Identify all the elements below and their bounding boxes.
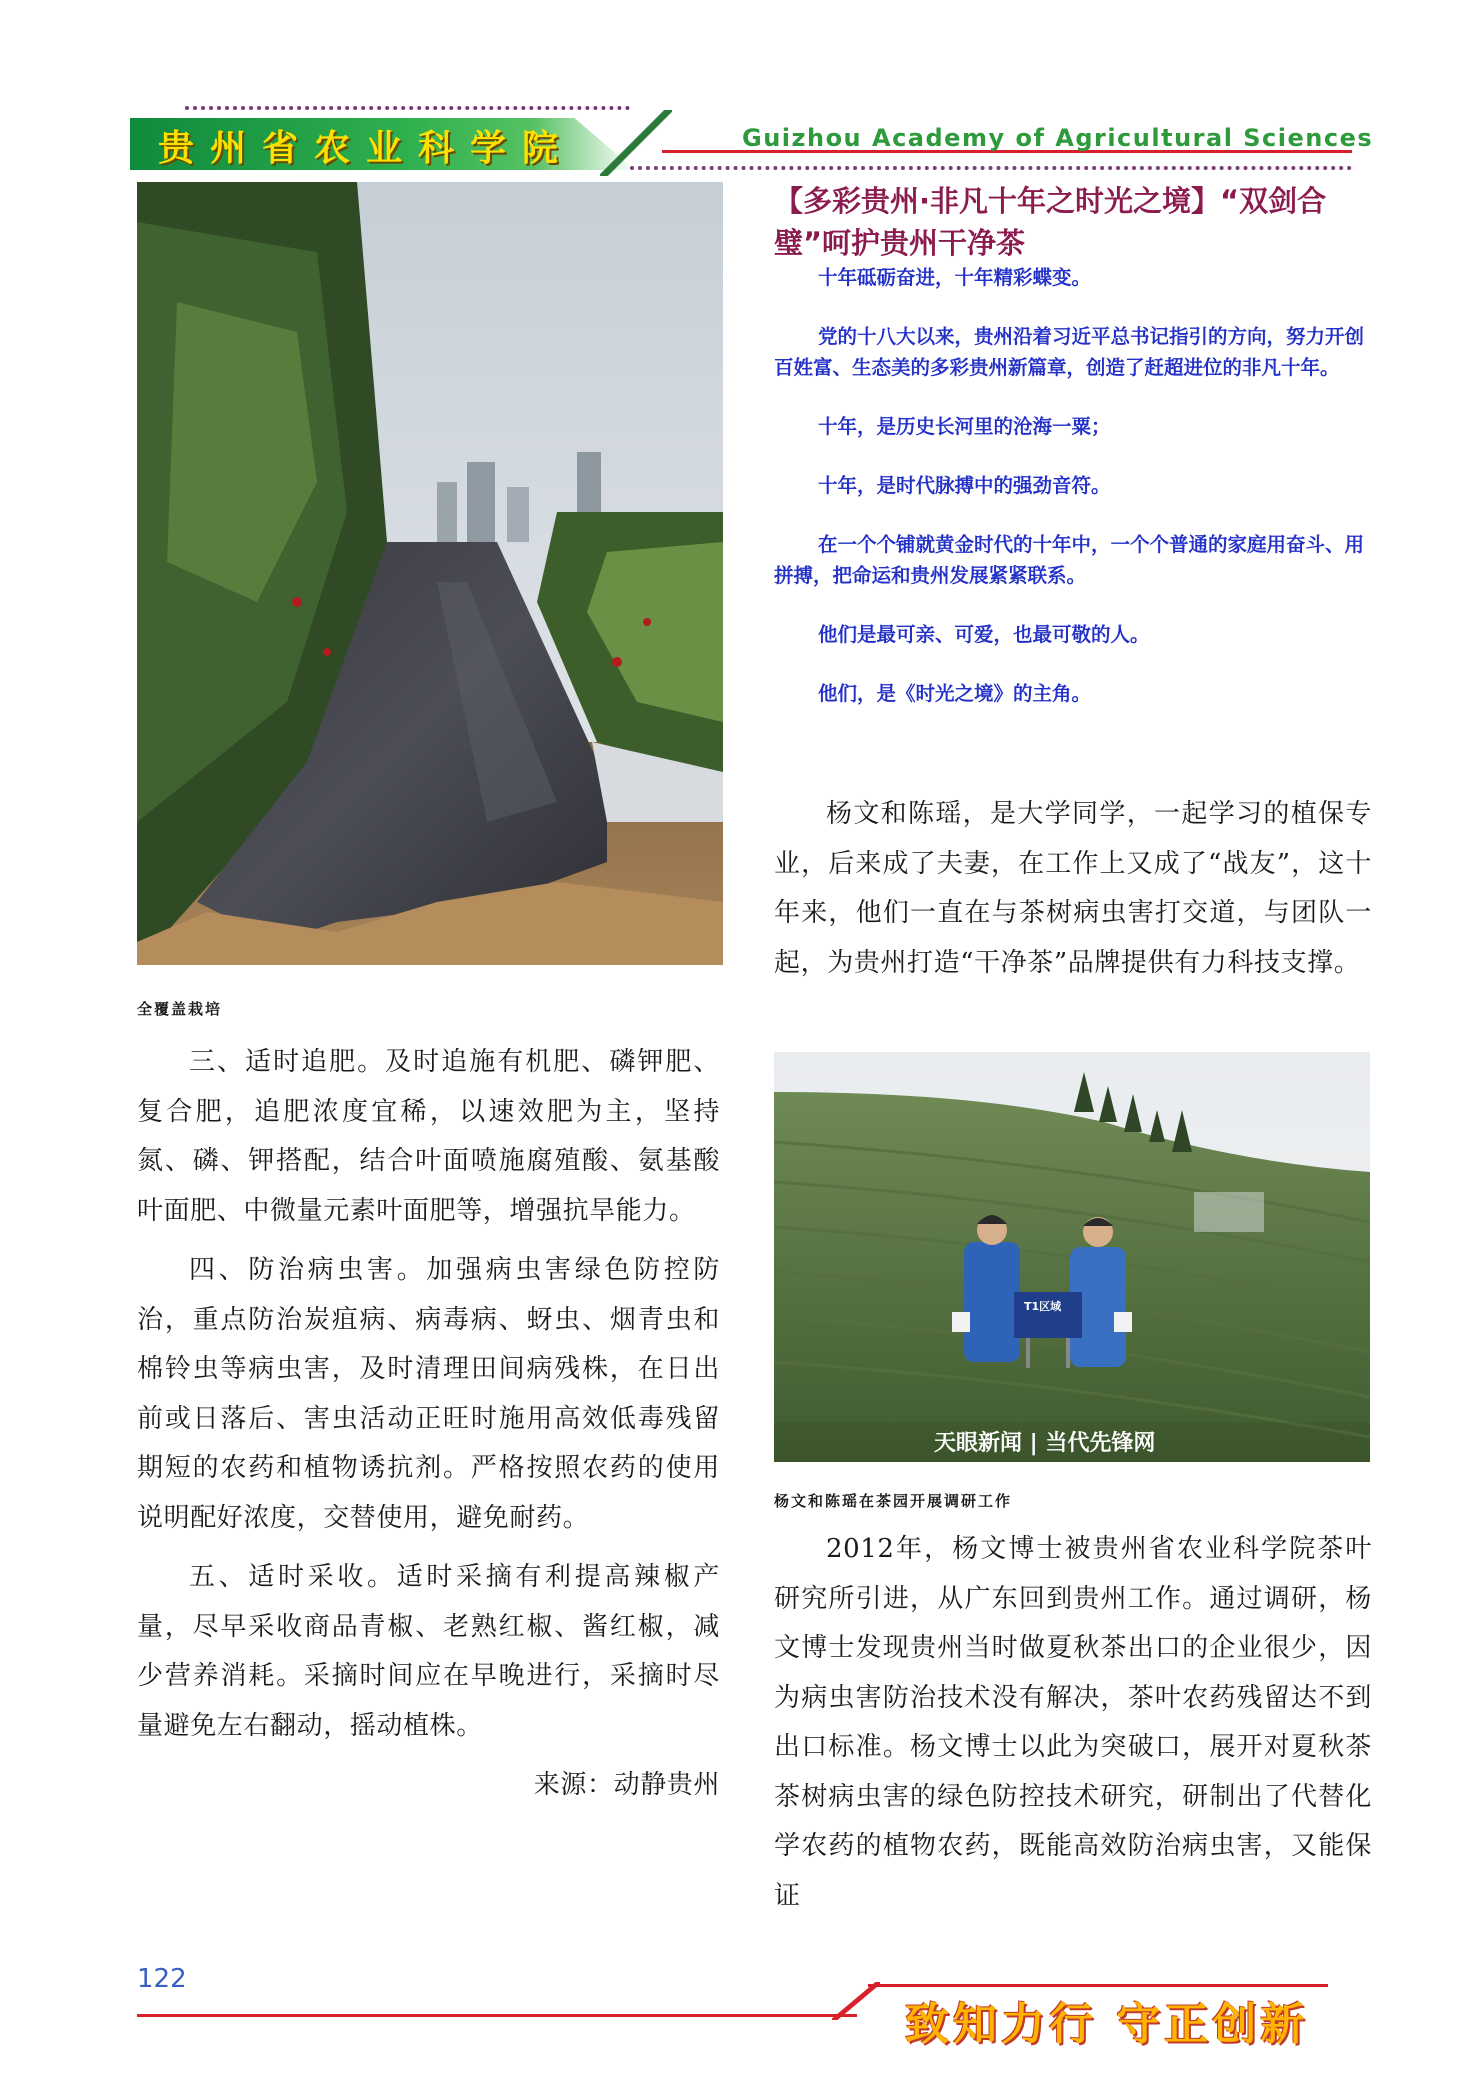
header-title-cn: 贵州省农业科学院 [158,128,575,169]
left-column-text [137,1038,720,1821]
paragraph-pest-control: 四、防治病虫害。加强病虫害绿色防控防治，重点防治炭疽病、病毒病、蚜虫、烟青虫和棉铃虫等病虫害，及时清理田间病残株，在日出前或日落后、害虫活动正旺时施用高效低毒残留期短的农药和植物诱抗剂。严格按照农药的使用说明配好浓度，交替使用，避免耐药。 [137,1255,720,1533]
photo-sign-text: T1区域 [1024,1300,1062,1313]
footer-red-rule-upper [868,1984,1328,1987]
footer-diagonal-stroke [832,1982,880,2020]
pepper-photo-caption: 全覆盖栽培 [137,1000,223,1018]
paragraph-yang-chen: 杨文和陈瑶，是大学同学，一起学习的植保专业，后来成了夫妻，在工作上又成了“战友”，这十年来，他们一直在与茶树病虫害打交道，与团队一起，为贵州打造“干净茶”品牌提供有力科技支撑。 [774,799,1372,978]
intro-line: 十年，是历史长河里的沧海一粟； [818,415,1111,438]
intro-line: 他们是最可亲、可爱，也最可敬的人。 [818,623,1150,646]
intro-line: 党的十八大以来，贵州沿着习近平总书记指引的方向，努力开创百姓富、生态美的多彩贵州新篇章，创造了赶超进位的非凡十年。 [774,325,1365,379]
right-column-text-b [774,1525,1372,1921]
page-number: 122 [137,1964,187,1994]
footer-motto: 致知力行 守正创新 [905,1999,1309,2050]
paragraph-top-dressing: 三、适时追肥。及时追施有机肥、磷钾肥、复合肥，追肥浓度宜稀，以速效肥为主，坚持氮、磷、钾搭配，结合叶面喷施腐殖酸、氨基酸叶面肥、中微量元素叶面肥等，增强抗旱能力。 [137,1047,720,1226]
header-title-en: Guizhou Academy of Agricultural Sciences [742,124,1374,152]
intro-line: 在一个个铺就黄金时代的十年中，一个个普通的家庭用奋斗、用拼搏，把命运和贵州发展紧紧联系。 [774,533,1365,587]
paragraph-2012: 2012年，杨文博士被贵州省农业科学院茶叶研究所引进，从广东回到贵州工作。通过调研，杨文博士发现贵州当时做夏秋茶出口的企业很少，因为病虫害防治技术没有解决，茶叶农药残留达不到出口标准。杨文博士以此为突破口，展开对夏秋茶茶树病虫害的绿色防控技术研究，研制出了代替化学农药的植物农药，既能高效防治病虫害，又能保证 [774,1534,1372,1911]
intro-line: 十年砥砺奋进，十年精彩蝶变。 [818,266,1092,289]
photo-watermark: 天眼新闻 | 当代先锋网 [934,1431,1156,1456]
header-dotted-line-bottom [630,166,1352,170]
intro-block [774,262,1372,709]
header-dotted-line-top [185,106,630,110]
pepper-field-photo [137,182,723,965]
source-credit: 来源：动静贵州 [533,1770,720,1800]
article-heading: 【多彩贵州·非凡十年之时光之境】“双剑合璧”呵护贵州干净茶 [774,184,1327,260]
right-column-text-a [774,790,1372,988]
tea-garden-photo [774,1052,1370,1462]
footer-red-rule [137,2014,857,2017]
paragraph-harvest: 五、适时采收。适时采摘有利提高辣椒产量，尽早采收商品青椒、老熟红椒、酱红椒，减少营养消耗。采摘时间应在早晚进行，采摘时尽量避免左右翻动，摇动植株。 [137,1562,720,1741]
intro-line: 他们，是《时光之境》的主角。 [818,682,1092,705]
tea-photo-caption: 杨文和陈瑶在茶园开展调研工作 [774,1492,1013,1510]
intro-line: 十年，是时代脉搏中的强劲音符。 [818,474,1111,497]
